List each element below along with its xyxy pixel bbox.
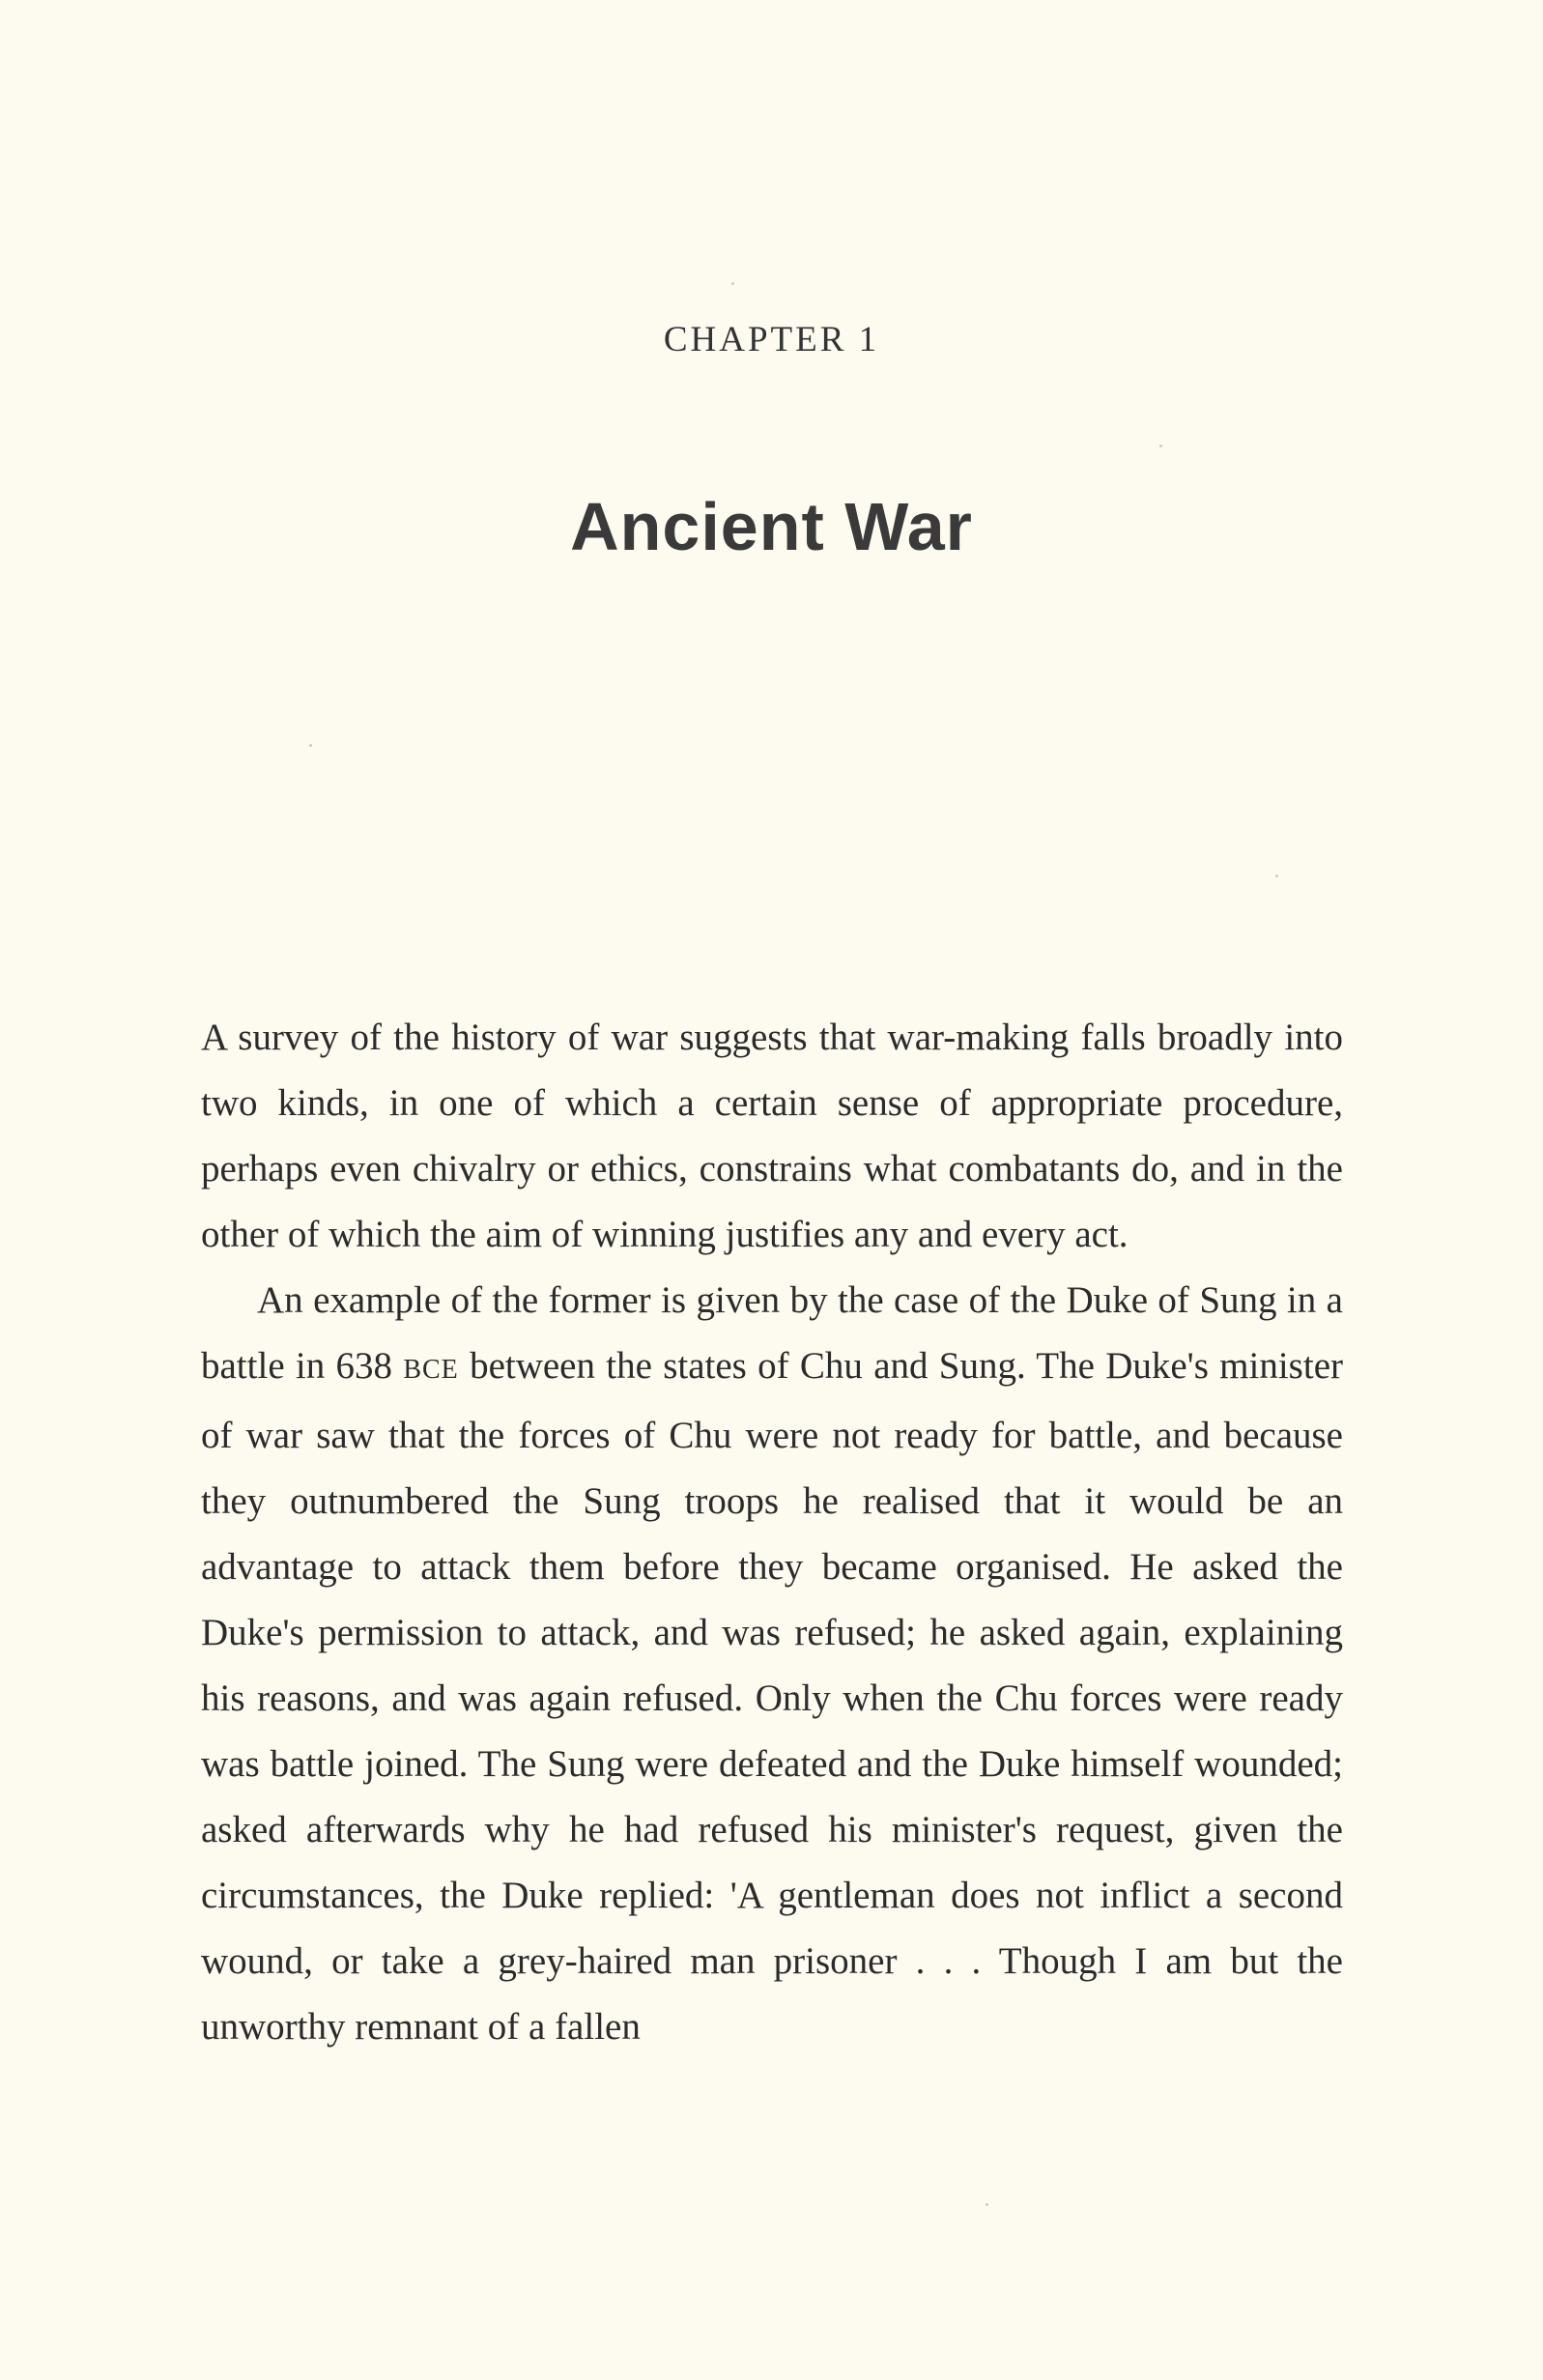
paper-speck <box>986 2203 988 2206</box>
era-abbreviation: BCE <box>403 1355 459 1385</box>
paper-speck <box>1159 444 1162 447</box>
paragraph-1: A survey of the history of war suggests that war-making falls broadly into two kinds, in one of which a certain sense of appropriate procedure, perhaps even chivalry or ethics, constrains what combatants do, and in the other of which the aim of winning justifies any and every act. <box>201 1017 1343 1255</box>
body-text <box>201 1005 1343 2060</box>
paper-speck <box>309 744 312 747</box>
paragraph-2-start: An example of the former is given by the case of the Duke of Sung in a battle in 638 <box>201 1279 1343 1387</box>
chapter-label: CHAPTER 1 <box>663 320 880 359</box>
paragraph-2-end: between the states of Chu and Sung. The Duke's minister of war saw that the forces of Chu were not ready for battle, and because they outnumbered the Sung troops he realised that it would be an advantage to attack them before they became organised. He asked the Duke's permission to attack, and was refused; he asked again, explaining his reasons, and was again refused. Only when the Chu forces were ready was battle joined. The Sung were defeated and the Duke himself wounded; asked afterwards why he had refused his minister's request, given the circumstances, the Duke replied: 'A gentleman does not inflict a second wound, or take a grey-haired man prisoner . . . Though I am but the unworthy remnant of a fallen <box>201 1345 1343 2048</box>
paragraph-2 <box>201 1268 1343 2060</box>
paper-speck <box>1275 875 1278 877</box>
paper-speck <box>731 282 734 285</box>
chapter-title: Ancient War <box>570 489 973 564</box>
